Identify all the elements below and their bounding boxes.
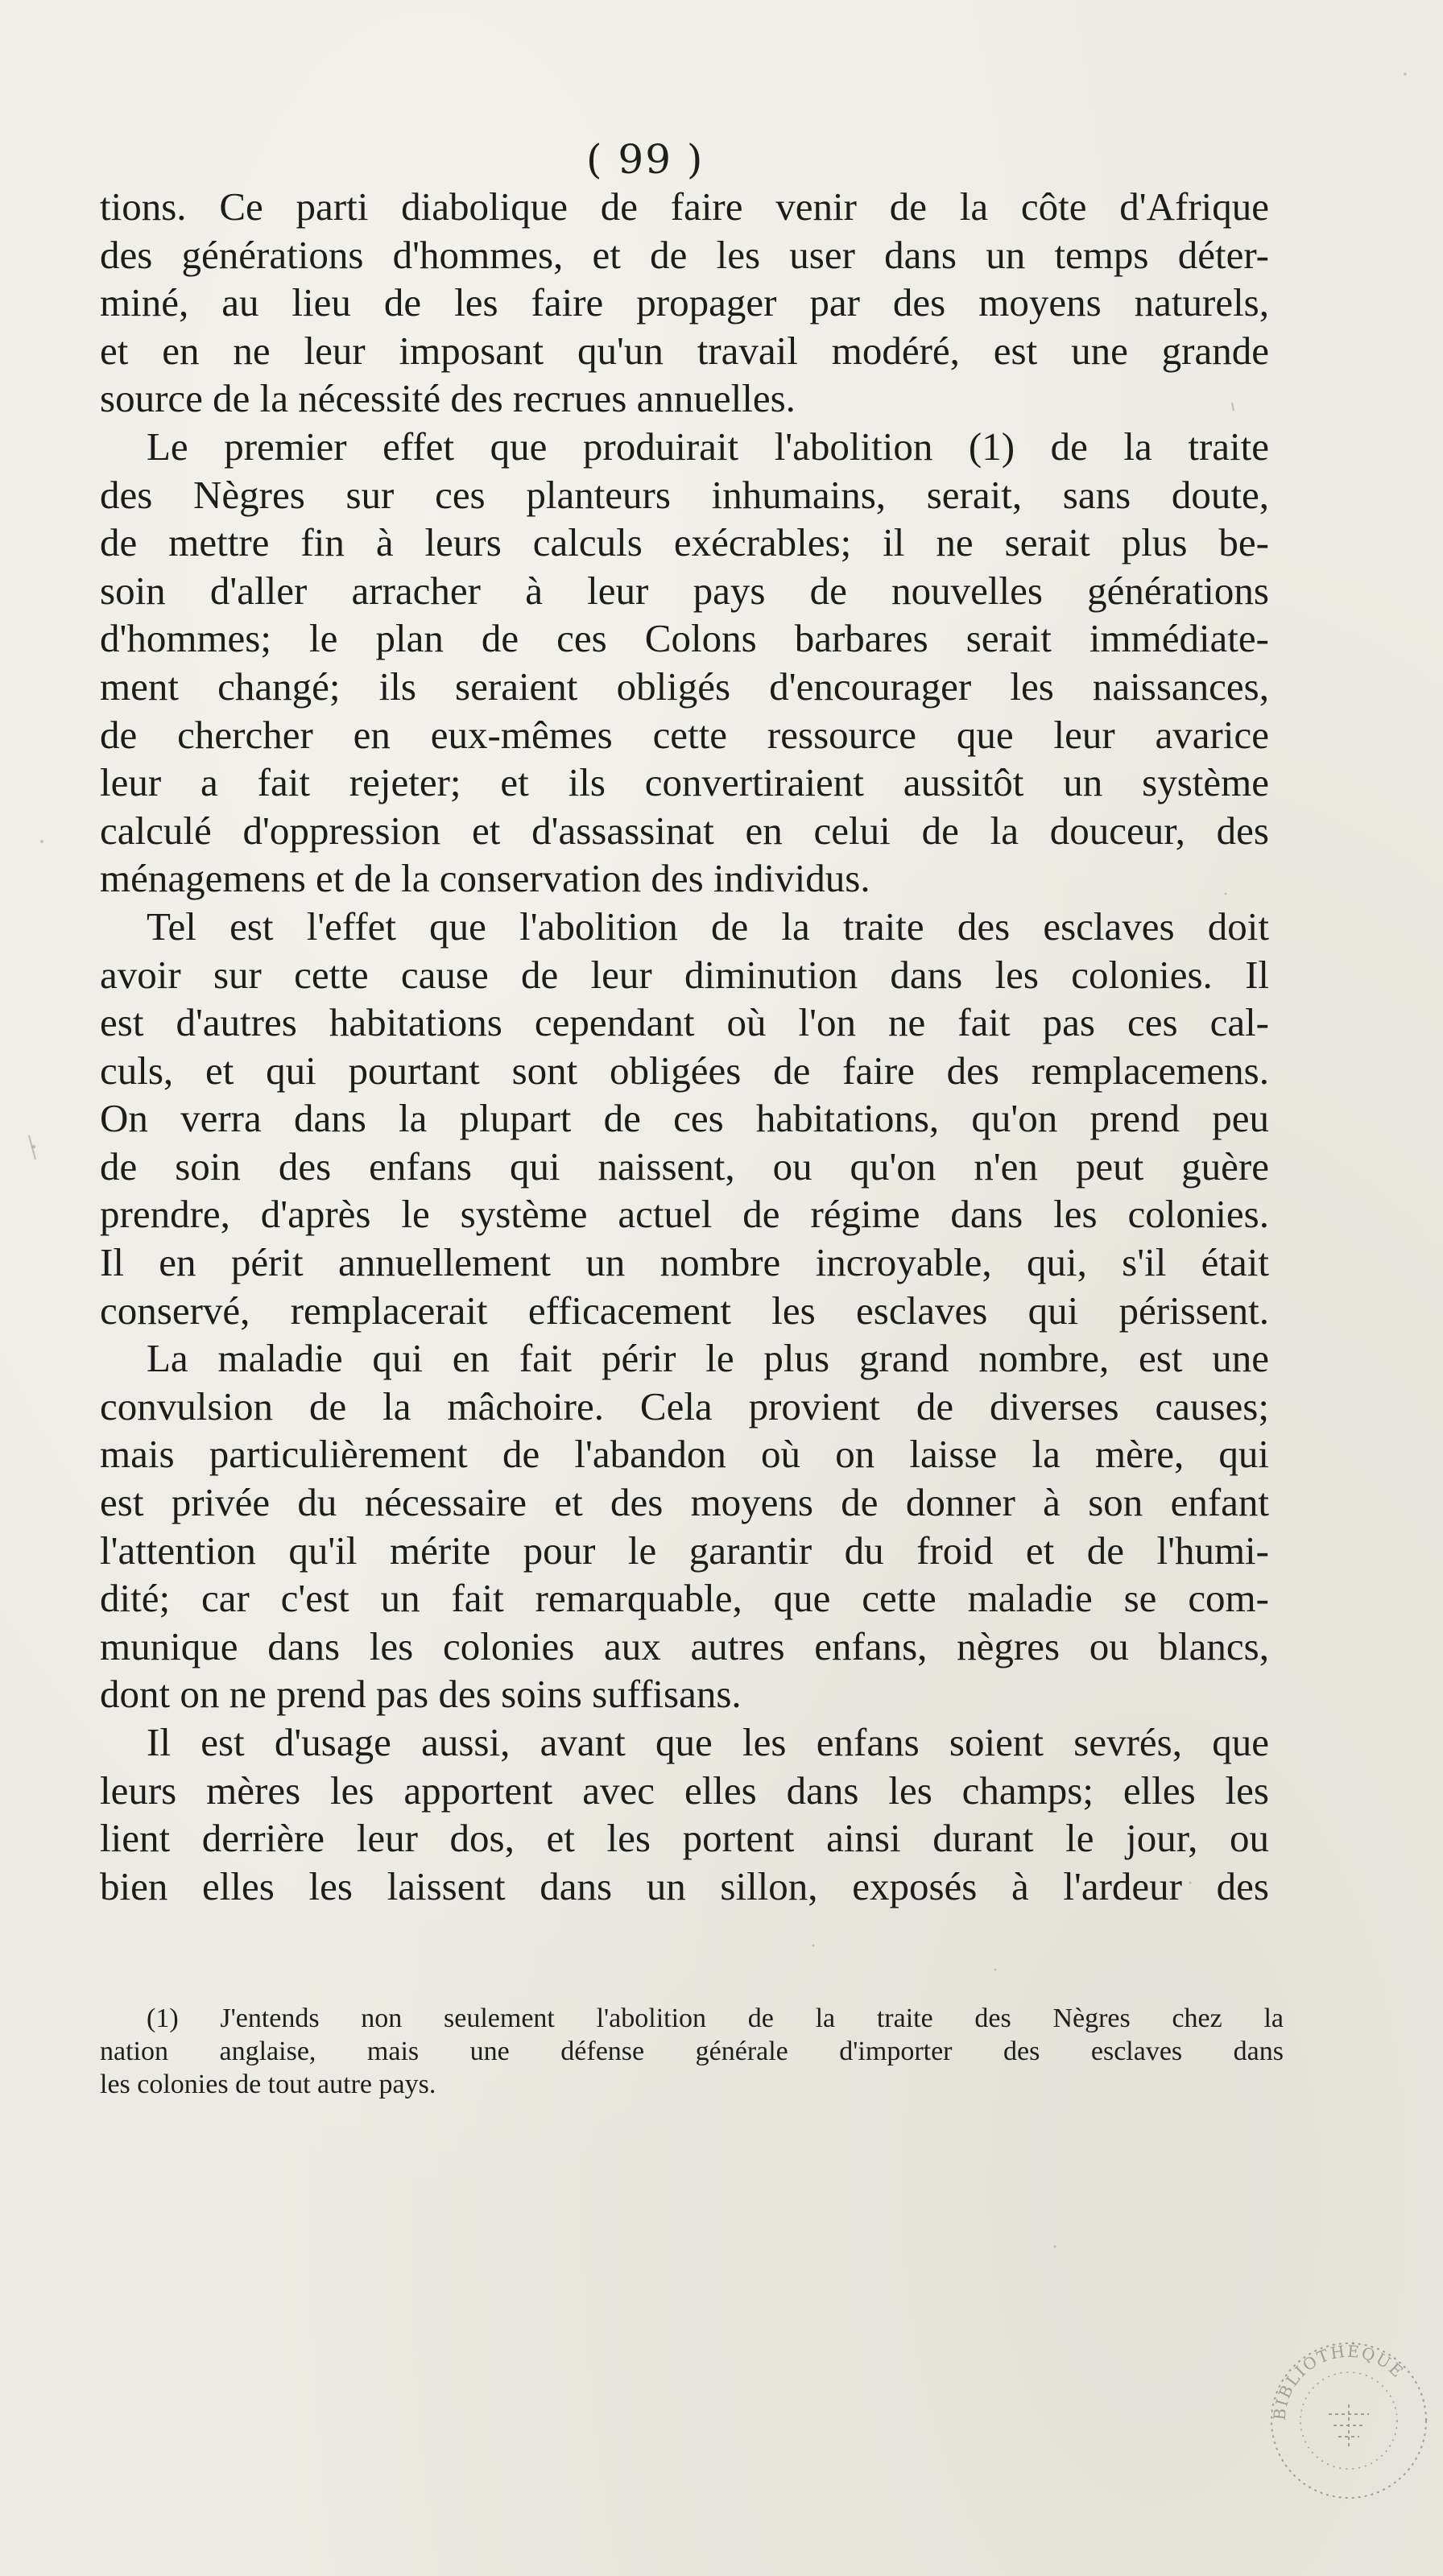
text-line: La maladie qui en fait périr le plus grand nombre, est une <box>147 1336 1269 1381</box>
text-line: miné, au lieu de les faire propager par des moyens naturels, <box>100 280 1269 325</box>
text-line: des générations d'hommes, et de les user dans un temps déter- <box>100 232 1269 277</box>
text-line: culs, et qui pourtant sont obligées de faire des remplacemens. <box>100 1048 1269 1093</box>
footnote-line: (1) J'entends non seulement l'abolition de la traite des Nègres chez la <box>147 2003 1284 2033</box>
text-line: l'attention qu'il mérite pour le garantir du froid et de l'humi- <box>100 1528 1269 1573</box>
text-line: Tel est l'effet que l'abolition de la traite des esclaves doit <box>147 903 1269 949</box>
text-line: des Nègres sur ces planteurs inhumains, serait, sans doute, <box>100 472 1269 517</box>
text-line: Le premier effet que produirait l'abolition (1) de la traite <box>147 424 1269 469</box>
text-line: convulsion de la mâchoire. Cela provient de diverses causes; <box>100 1383 1269 1429</box>
text-line: munique dans les colonies aux autres enfans, nègres ou blancs, <box>100 1623 1269 1668</box>
text-line: dont on ne prend pas des soins suffisans. <box>100 1672 742 1717</box>
text-line: tions. Ce parti diabolique de faire venir de la côte d'Afrique <box>100 184 1269 229</box>
text-line: ment changé; ils seraient obligés d'encourager les naissances, <box>100 664 1269 709</box>
text-line: conservé, remplacerait efficacement les esclaves qui périssent. <box>100 1288 1269 1333</box>
text-line: calculé d'oppression et d'assassinat en celui de la douceur, des <box>100 808 1269 853</box>
page-number: ( 99 ) <box>586 136 705 183</box>
text-line: et en ne leur imposant qu'un travail modéré, est une grande <box>100 328 1269 373</box>
body-text <box>100 183 1269 1910</box>
text-line: mais particulièrement de l'abandon où on laisse la mère, qui <box>100 1432 1269 1477</box>
footnote <box>100 2002 1284 2101</box>
text-line: soin d'aller arracher à leur pays de nouvelles générations <box>100 568 1269 613</box>
text-line: leur a fait rejeter; et ils convertiraient aussitôt un système <box>100 760 1269 805</box>
text-line: bien elles les laissent dans un sillon, exposés à l'ardeur des <box>100 1863 1269 1908</box>
footnote-line: nation anglaise, mais une défense générale d'importer des esclaves dans <box>100 2036 1284 2066</box>
text-line: est d'autres habitations cependant où l'on ne fait pas ces cal- <box>100 1000 1269 1045</box>
text-line: de mettre fin à leurs calculs exécrables; il ne serait plus be- <box>100 520 1269 565</box>
text-line: avoir sur cette cause de leur diminution dans les colonies. Il <box>100 952 1269 997</box>
text-line: Il est d'usage aussi, avant que les enfans soient sevrés, que <box>147 1720 1269 1764</box>
text-line: d'hommes; le plan de ces Colons barbares serait immédiate- <box>100 616 1269 661</box>
text-line: ménagemens et de la conservation des individus. <box>100 856 870 901</box>
text-line: dité; car c'est un fait remarquable, que cette maladie se com- <box>100 1576 1269 1621</box>
library-stamp <box>1261 2330 1437 2506</box>
text-line: est privée du nécessaire et des moyens de donner à son enfant <box>100 1480 1269 1525</box>
text-line: de chercher en eux-mêmes cette ressource que leur avarice <box>100 712 1269 757</box>
text-line: leurs mères les apportent avec elles dans les champs; elles les <box>100 1768 1269 1813</box>
text-line: On verra dans la plupart de ces habitations, qu'on prend peu <box>100 1096 1269 1141</box>
text-line: source de la nécessité des recrues annuelles. <box>100 376 796 421</box>
svg-text:BIBLIOTHÈQUE <box>1270 2342 1408 2421</box>
stamp-text: BIBLIOTHÈQUE <box>1269 2341 1408 2421</box>
text-line: lient derrière leur dos, et les portent ainsi durant le jour, ou <box>100 1816 1269 1861</box>
text-line: prendre, d'après le système actuel de régime dans les colonies. <box>100 1192 1269 1237</box>
footnote-line: les colonies de tout autre pays. <box>100 2069 436 2099</box>
text-line: Il en périt annuellement un nombre incroyable, qui, s'il était <box>100 1240 1269 1285</box>
text-line: de soin des enfans qui naissent, ou qu'on n'en peut guère <box>100 1143 1269 1189</box>
